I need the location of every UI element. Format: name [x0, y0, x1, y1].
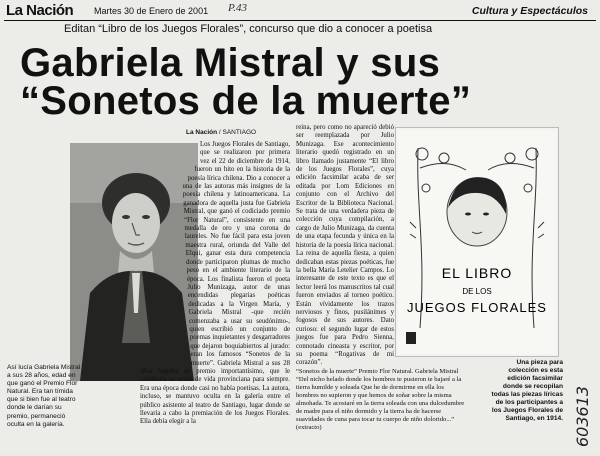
- publication-date: Martes 30 de Enero de 2001: [94, 6, 209, 16]
- book-cover-image: [395, 127, 559, 357]
- newspaper-name: La Nación: [6, 2, 74, 19]
- masthead-rule: [4, 20, 596, 21]
- poem-excerpt: [296, 368, 468, 432]
- headline-line-2: “Sonetos de la muerte”: [20, 79, 472, 123]
- poem-text: “Del nicho helado donde los hombres te pusieron te bajaré a la tierra humilde y soleada Que he de dormirme en ella los hombres no supieron y que hemos de soñar sobre la misma almohada. Te acostaré en la tierra soleada con una dulcedumbre de madre para el niño dormido y la tierra ha de hacerse suavidades de cuna para tocar tu cuerpo de niño dolorido...” (extracto): [296, 376, 465, 431]
- article-column-1-text: Los Juegos Florales de Santiago, que se realizaron por primera vez el 22 de diciembre de 1914, fueron un hito en la historia de la poesía lírica chilena. Dio a conocer a una de las autoras más insignes de la poesía chilena y latinoamericana. La ganadora de aquella justa fue Gabriela Mistral, que ganó el codiciado premio “Flor Natural”, consistente en una medalla de oro y una corona de laureles. No fue fácil para esta joven maestra rural, oriunda del Valle del Elqui, ganar esta dura competencia donde participaron plumas de mucho peso en el ambiente literario de la época. Los finalista fueron el poeta Julio Munizaga, autor de unas encendidas plegarias poéticas dedicadas a la Virgen María, y Gabriela Mistral -que recién comenzaba a usar su seudónimo-, quien escribió un conjunto de poemas inquietantes y desgarradores que dejaron boquiabiertos al jurado: eran los famosos “Sonetos de la muerte”. Gabriela Mistral a sus 28 años lograba un premio importantísimo, que le cambiaría su estilo de vida provinciana para siempre. Era una época donde casi no había poetisas. La autora, incluso, se mantuvo oculta en la galería entre el público asistente al teatro de Santiago, lugar donde se llevaría a cabo la premiación de los Juegos Florales. Ella debía elegir a la: [140, 141, 290, 426]
- book-cover-title: EL LIBRO: [441, 265, 513, 281]
- byline-place: / SANTIAGO: [217, 129, 257, 136]
- poem-title: “Sonetos de la muerte” Premio Flor Natural. Gabriela Mistral: [296, 368, 459, 375]
- article-headline: [20, 41, 580, 123]
- book-caption: Una pieza para colección es esta edición facsimilar donde se recopilan todas las piezas líricas de los participantes a los Juegos Florales de Santiago, en 1914.: [491, 359, 563, 422]
- archive-number-text: 603613: [573, 385, 592, 447]
- byline-source: La Nación: [186, 129, 218, 136]
- article-column-1: [140, 141, 290, 427]
- section-name: Cultura y Espectáculos: [471, 5, 588, 17]
- article-deck: Editan “Libro de los Juegos Florales”, concurso que dio a conocer a poetisa: [64, 23, 433, 35]
- handwritten-page-number: P.43: [228, 2, 248, 14]
- book-cover-subtitle: JUEGOS FLORALES: [407, 300, 547, 315]
- masthead: [2, 2, 598, 22]
- archive-number: [568, 355, 598, 451]
- archive-number-stamp: [568, 355, 598, 451]
- article-column-2: reina, pero como no apareció debió ser reemplazada por Julio Munizaga. Ese acontecimiento literario quedó registrado en un libro llamado justamente “El libro de los Juegos Florales”, cuya edición facsimilar acaba de ser editada por Lom Ediciones en conjunto con el Archivo del Escritor de la Biblioteca Nacional. Se trata de una verdadera pieza de colección cuya compilación, a cargo de Julio Munizaga, da cuenta de una etapa fecunda y única en la historia de la poesía lírica nacional. La reina de aquella fiesta, a quien dedicaban estas piezas poéticas, fue la bella María Letelier Campos. Lo interesante de este texto es que el lector leerá los manuscritos tal cual fueron enviados al torneo poético. Están vívidamente los trazos nerviosos y finos, pusilánimes y fogosos de sus autores. Dato curioso: el segundo lugar de estos juegos fue para Pedro Sienna, connotado cineasta y escritor, por su poema “Rogativas de mi corazón”.: [296, 124, 394, 367]
- book-cover-illustration: [396, 128, 558, 356]
- byline: [186, 129, 256, 136]
- headline-line-1: Gabriela Mistral y sus: [20, 41, 441, 85]
- book-cover-connector: DE LOS: [462, 287, 492, 296]
- publisher-logo-icon: [406, 332, 416, 344]
- photo-caption: Así lucía Gabriela Mistral a sus 28 años, edad en que ganó el Premio Flor Natural. Era tan tímida que si bien fue al teatro donde le darían su premio, permaneció oculta en la galería.: [7, 364, 81, 428]
